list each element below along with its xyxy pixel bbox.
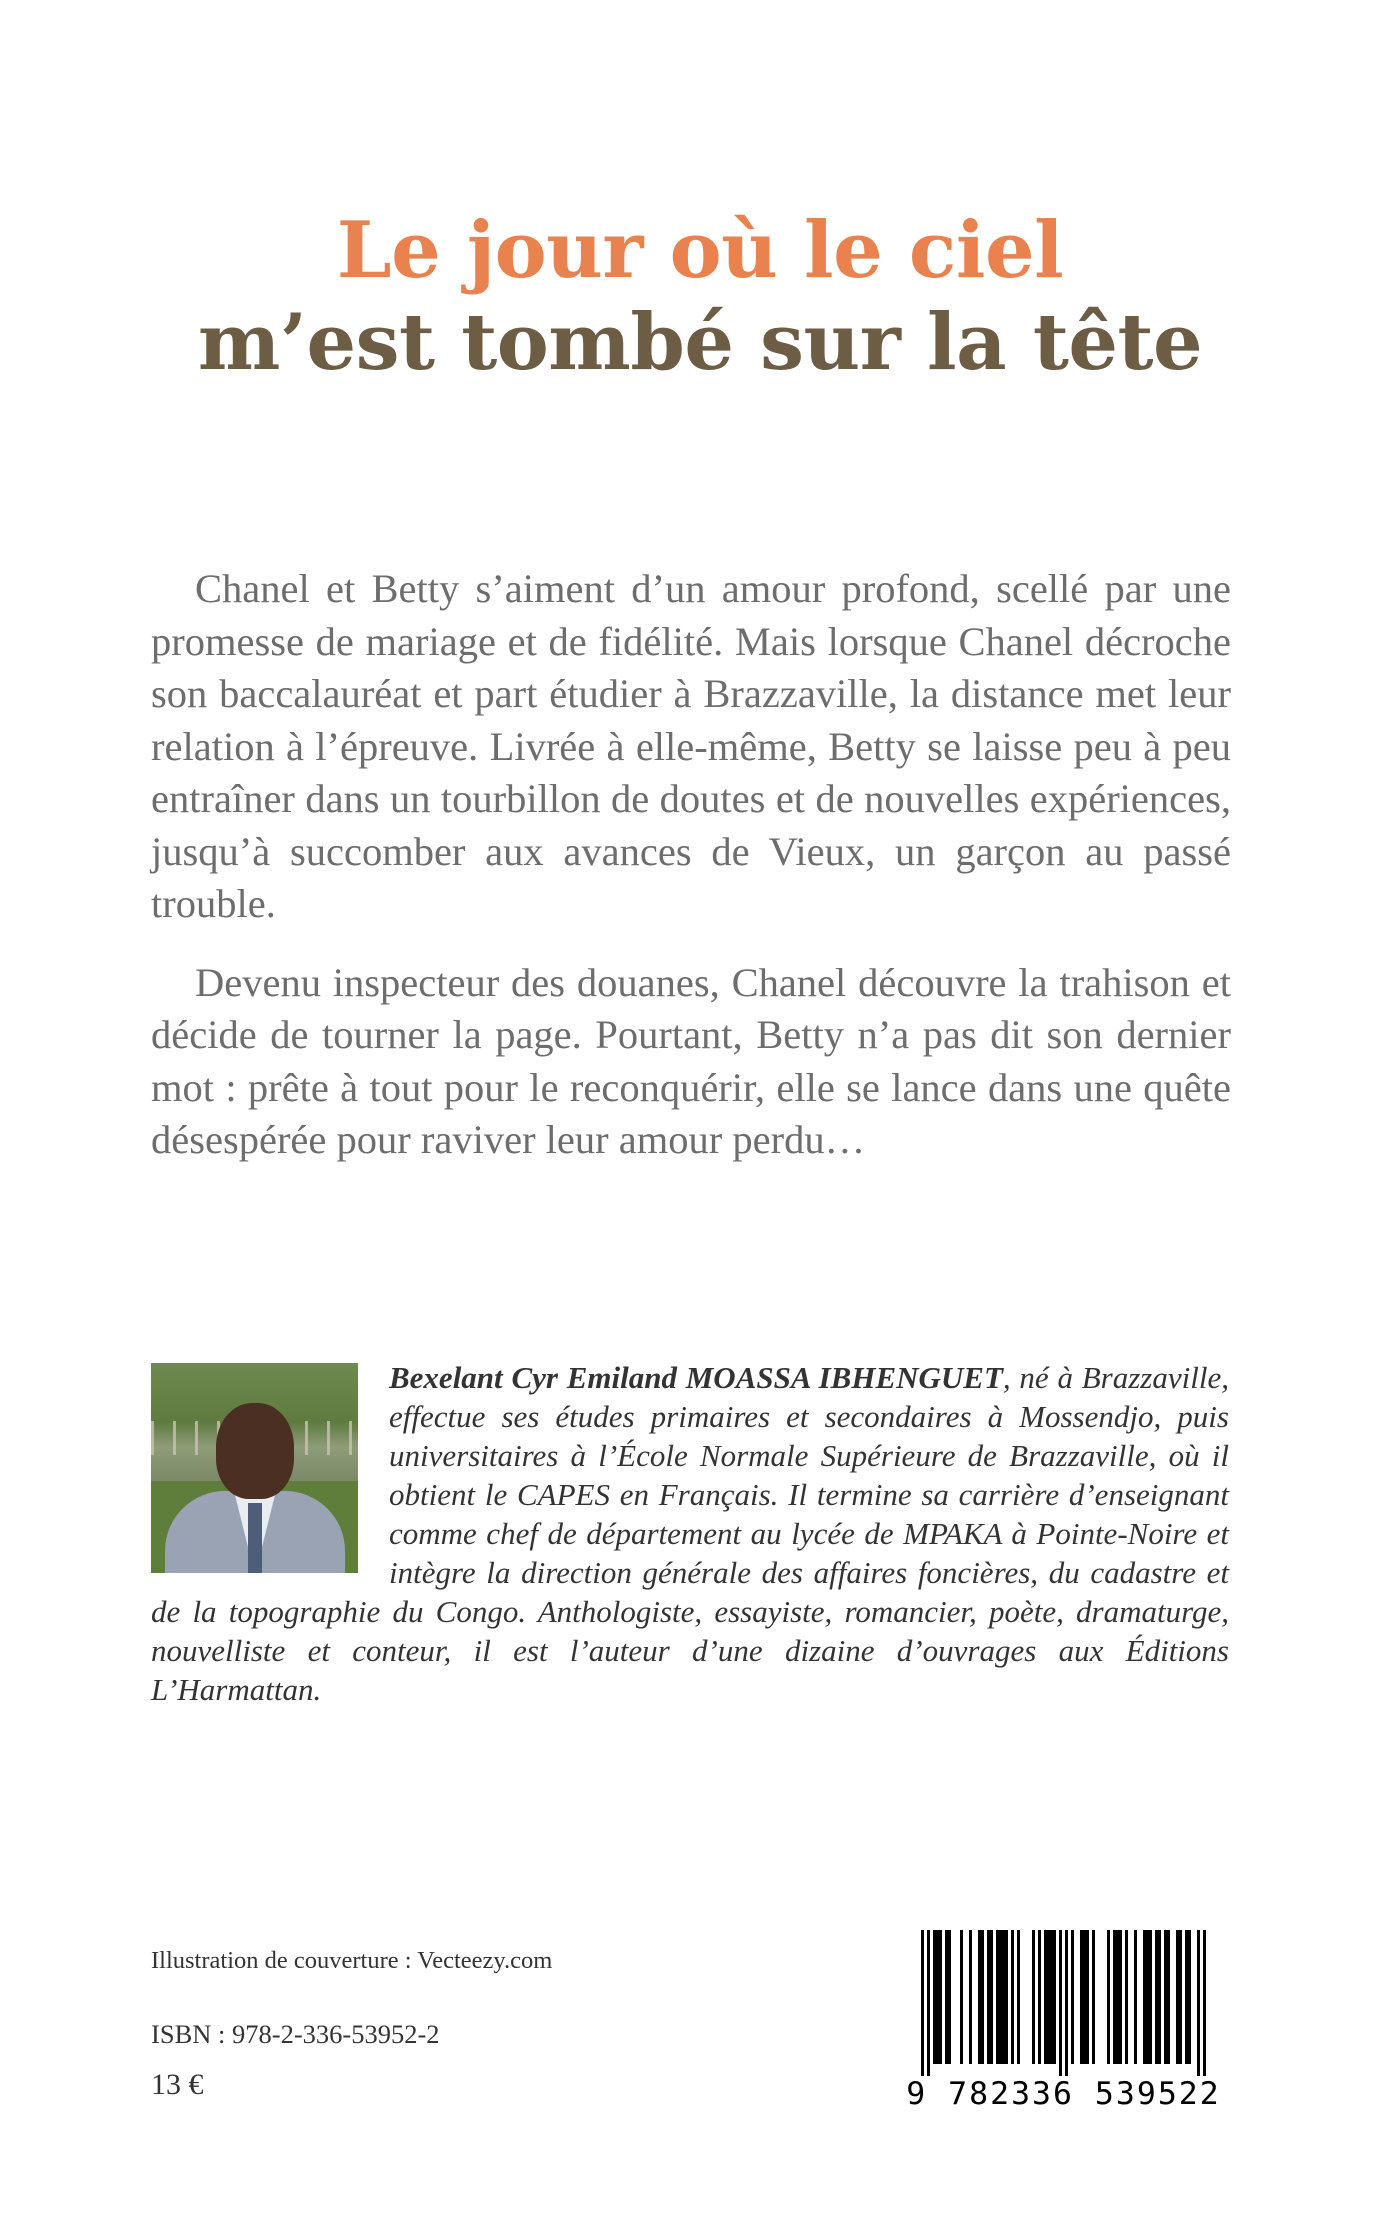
barcode-bar — [960, 1930, 963, 2064]
barcode-bar — [1146, 1930, 1149, 2064]
isbn-barcode — [897, 1928, 1230, 2118]
barcode-bar — [945, 1930, 948, 2064]
barcode-bar — [1038, 1930, 1041, 2064]
barcode-bar — [1164, 1930, 1167, 2064]
blurb-paragraph-1: Chanel et Betty s’aiment d’un amour profond, scellé par une promesse de mariage et de fidélité. Mais lorsque Chanel décroche son baccalauréat et part étudier à Brazzaville, la distance met leur relation à l’épreuve. Livrée à elle-même, Betty se laisse peu à peu entraîner dans un tourbillon de doutes et de nouvelles expériences, jusqu’à succomber aux avances de Vieux, un garçon au passé trouble. — [151, 566, 1231, 926]
barcode-bar — [1107, 1930, 1110, 2064]
barcode-bar — [933, 1930, 936, 2064]
barcode-bar — [1005, 1930, 1008, 2064]
barcode-bar — [1047, 1930, 1050, 2064]
author-bio-text: , né à Brazzaville, effectue ses études primaires et secondaires à Mossendjo, puis universitaires à l’École Normale Supérieure de Brazzaville, où il obtient le CAPES en Français. Il termine sa carrière d’enseignant comme chef de département au lycée de MPAKA à Pointe-Noire et intègre la direction générale des affaires foncières, du cadastre et de la topographie du Congo. Anthologiste, essayiste, romancier, poète, dramaturge, nouvelliste et conteur, il est l’auteur d’une dizaine d’ouvrages aux Éditions L’Harmattan. — [151, 1360, 1229, 1707]
barcode-bar — [1134, 1930, 1137, 2064]
barcode-bar — [1116, 1930, 1119, 2064]
barcode-bar — [1053, 1930, 1056, 2064]
barcode-bar — [1065, 1930, 1068, 2076]
barcode-bar — [1059, 1930, 1062, 2076]
barcode-bar — [1167, 1930, 1170, 2064]
barcode-bar — [1197, 1930, 1200, 2076]
barcode-bar — [1011, 1930, 1014, 2064]
barcode-bar — [1086, 1930, 1089, 2064]
barcode-bar — [1002, 1930, 1005, 2064]
title-line-2: m’est tombé sur la tête — [197, 297, 1203, 388]
barcode-bar — [1185, 1930, 1188, 2064]
barcode-bar — [969, 1930, 972, 2064]
barcode-bar — [978, 1930, 981, 2064]
barcode-bar — [1083, 1930, 1086, 2064]
barcode-bar — [1176, 1930, 1179, 2064]
title-line-1: Le jour où le ciel — [336, 205, 1064, 296]
barcode-bar — [936, 1930, 939, 2064]
barcode-digits: 9 782336 539522 — [906, 2076, 1221, 2112]
author-name: Bexelant Cyr Emiland MOASSA IBHENGUET — [389, 1360, 1003, 1395]
barcode-bar — [996, 1930, 999, 2064]
barcode-bar — [1050, 1930, 1053, 2064]
barcode-bar — [1155, 1930, 1158, 2064]
blurb-paragraph-2: Devenu inspecteur des douanes, Chanel découvre la trahison et décide de tourner la page. Pourtant, Betty n’a pas dit son dernier mot : prête à tout pour le reconquérir, elle se lance dans une quête désespérée pour raviver leur amour perdu… — [151, 959, 1231, 1162]
barcode-bar — [981, 1930, 984, 2064]
barcode-bar — [1188, 1930, 1191, 2064]
barcode-bar — [1044, 1930, 1047, 2064]
barcode-bar — [1092, 1930, 1095, 2064]
blurb — [151, 563, 1231, 1193]
barcode-bar — [939, 1930, 942, 2064]
cover-illustration-credit: Illustration de couverture : Vecteezy.com — [151, 1947, 553, 1974]
barcode-bar — [927, 1930, 930, 2076]
barcode-bar — [1032, 1930, 1035, 2064]
author-bio — [151, 1358, 1229, 1709]
barcode-bar — [1149, 1930, 1152, 2064]
barcode-bar — [999, 1930, 1002, 2064]
barcode-bar — [1119, 1930, 1122, 2064]
barcode-bar — [921, 1930, 924, 2076]
book-title — [0, 205, 1400, 389]
barcode-bar — [1080, 1930, 1083, 2064]
barcode-bar — [987, 1930, 990, 2064]
barcode-bar — [1203, 1930, 1206, 2076]
barcode-bar — [1071, 1930, 1074, 2064]
barcode-bar — [1125, 1930, 1128, 2064]
barcode-bar — [1143, 1930, 1146, 2064]
barcode-bar — [990, 1930, 993, 2064]
barcode-bar — [1017, 1930, 1020, 2064]
barcode-bar — [948, 1930, 951, 2064]
isbn: ISBN : 978-2-336-53952-2 — [151, 2019, 440, 2049]
barcode-bar — [1113, 1930, 1116, 2064]
price: 13 € — [151, 2068, 204, 2101]
barcode-bar — [1179, 1930, 1182, 2064]
barcode-bar — [1158, 1930, 1161, 2064]
barcode-bars — [897, 1928, 1230, 2078]
